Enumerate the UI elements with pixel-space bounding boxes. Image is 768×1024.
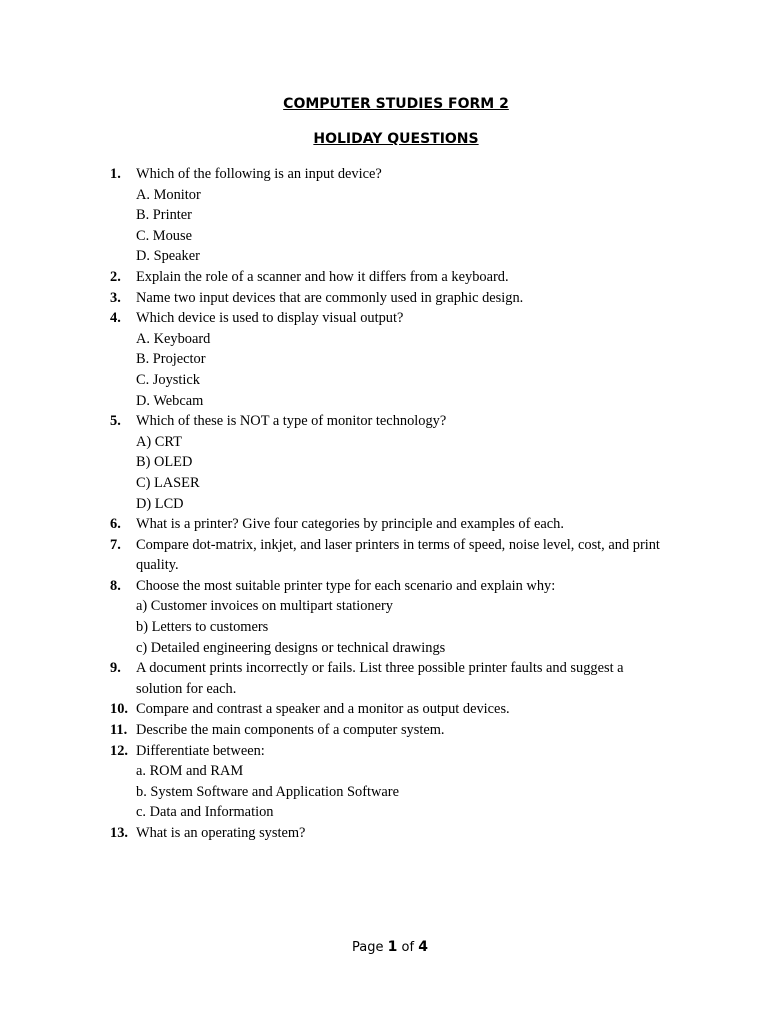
question-number: 7. (110, 536, 121, 553)
question-list (110, 164, 670, 844)
question-item (110, 741, 670, 823)
question-text: Explain the role of a scanner and how it differs from a keyboard. (136, 268, 509, 285)
answer-option: A) CRT (136, 433, 182, 450)
question-number: 4. (110, 310, 121, 327)
question-text: Compare dot-matrix, inkjet, and laser printers in terms of speed, noise level, cost, and print quality. (136, 536, 660, 574)
footer-page-word: Page (352, 940, 384, 955)
question-item (110, 267, 670, 288)
question-item (110, 514, 670, 535)
question-text: Differentiate between: (136, 742, 265, 759)
question-item (110, 576, 670, 658)
option-list (136, 185, 670, 267)
option-list (136, 761, 670, 823)
question-item (110, 164, 670, 267)
option-list (136, 432, 670, 514)
question-number: 3. (110, 289, 121, 306)
document-subtitle: HOLIDAY QUESTIONS (313, 131, 479, 147)
question-item (110, 411, 670, 514)
answer-option: B. Printer (136, 207, 192, 224)
question-text: Choose the most suitable printer type for each scenario and explain why: (136, 577, 556, 594)
question-number: 12. (110, 742, 128, 759)
question-text: What is an operating system? (136, 825, 306, 841)
question-number: 5. (110, 413, 121, 430)
question-text: Name two input devices that are commonly used in graphic design. (136, 289, 524, 306)
answer-option: D) LCD (136, 495, 184, 512)
question-item (110, 535, 670, 576)
question-text: A document prints incorrectly or fails. List three possible printer faults and suggest a solution for each. (136, 660, 624, 697)
question-number: 9. (110, 660, 121, 677)
question-item (110, 658, 670, 699)
answer-option: D. Webcam (136, 392, 204, 409)
question-text: Describe the main components of a computer system. (136, 722, 445, 739)
question-text: Which of these is NOT a type of monitor technology? (136, 413, 447, 430)
answer-option: a. ROM and RAM (136, 763, 244, 780)
footer-of-word: of (401, 940, 415, 955)
question-text: What is a printer? Give four categories by principle and examples of each. (136, 516, 564, 533)
question-number: 6. (110, 516, 121, 533)
answer-option: c) Detailed engineering designs or technical drawings (136, 639, 446, 656)
option-list (136, 329, 670, 411)
question-text: Compare and contrast a speaker and a monitor as output devices. (136, 701, 510, 718)
answer-option: b) Letters to customers (136, 619, 269, 636)
question-number: 11. (110, 722, 128, 739)
question-number: 8. (110, 577, 121, 594)
answer-option: a) Customer invoices on multipart stationery (136, 598, 393, 615)
answer-option: C. Mouse (136, 227, 192, 244)
question-item (110, 699, 670, 720)
answer-option: C. Joystick (136, 371, 200, 388)
answer-option: c. Data and Information (136, 804, 274, 821)
answer-option: B. Projector (136, 351, 206, 368)
question-number: 10. (110, 701, 128, 718)
question-item (110, 823, 670, 844)
option-list (136, 596, 670, 658)
footer-total-pages: 4 (418, 939, 428, 955)
question-item (110, 720, 670, 741)
question-number: 13. (110, 825, 128, 841)
question-text: Which device is used to display visual output? (136, 310, 404, 327)
answer-option: A. Monitor (136, 186, 201, 203)
answer-option: D. Speaker (136, 248, 200, 265)
question-number: 1. (110, 166, 121, 182)
question-item (110, 308, 670, 411)
answer-option: b. System Software and Application Software (136, 783, 399, 800)
document-title: COMPUTER STUDIES FORM 2 (283, 96, 509, 112)
question-item (110, 288, 670, 309)
question-number: 2. (110, 268, 121, 285)
page-footer (0, 939, 768, 955)
footer-current-page: 1 (387, 939, 398, 955)
answer-option: C) LASER (136, 474, 200, 491)
question-text: Which of the following is an input device? (136, 166, 382, 182)
answer-option: A. Keyboard (136, 330, 211, 347)
answer-option: B) OLED (136, 454, 193, 471)
